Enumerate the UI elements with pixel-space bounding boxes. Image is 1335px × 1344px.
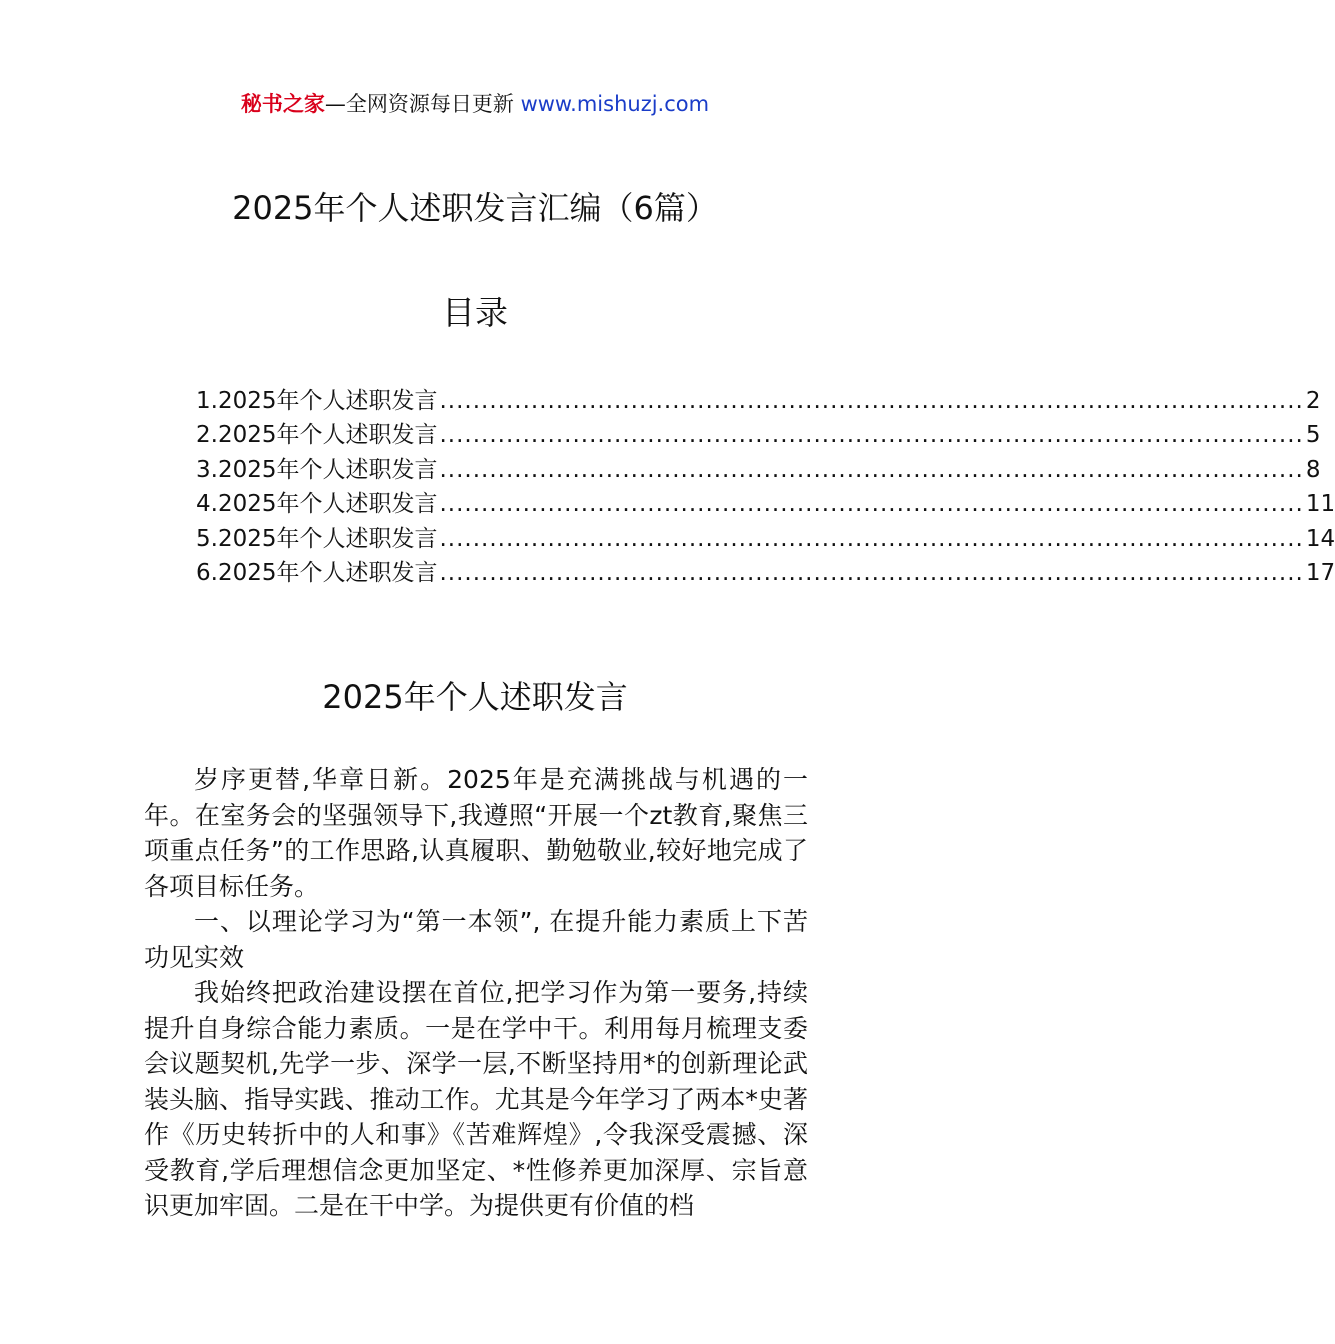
site-brand[interactable]: 秘书之家 — [240, 92, 325, 116]
toc-leader-dots: ........................................................................................................ — [439, 422, 1304, 449]
toc-leader-dots: ........................................................................................................ — [439, 491, 1304, 518]
toc-entry-page: 11 — [1305, 491, 1335, 518]
toc-entry-title: 6.2025年个人述职发言 — [196, 559, 438, 586]
document-body — [144, 762, 808, 1224]
toc-leader-dots: ........................................................................................................ — [439, 525, 1304, 552]
toc-leader-dots: ........................................................................................................ — [439, 388, 1304, 414]
site-tagline: —全网资源每日更新 — [324, 92, 521, 116]
toc-heading: 目录 — [442, 293, 508, 332]
toc-entry-page: 5 — [1305, 422, 1321, 449]
toc-entry-page: 14 — [1305, 525, 1335, 552]
toc-entry-page: 17 — [1305, 559, 1335, 586]
toc-entry-title: 4.2025年个人述职发言 — [196, 491, 438, 518]
toc-entry-page: 2 — [1305, 388, 1321, 414]
toc-entry-title: 3.2025年个人述职发言 — [196, 456, 438, 483]
toc-entry-title: 1.2025年个人述职发言 — [196, 388, 438, 414]
section-title: 2025年个人述职发言 — [322, 678, 628, 716]
document-title: 2025年个人述职发言汇编（6篇） — [232, 189, 718, 227]
site-url-link[interactable]: www.mishuzj.com — [520, 92, 710, 116]
toc-entry[interactable] — [196, 556, 1335, 590]
toc-entry[interactable] — [196, 487, 1335, 521]
toc-entry-title: 5.2025年个人述职发言 — [196, 525, 438, 552]
toc-entry[interactable] — [196, 418, 1321, 452]
toc-entry[interactable] — [196, 384, 1321, 418]
toc-entry-title: 2.2025年个人述职发言 — [196, 422, 438, 449]
site-header — [0, 88, 950, 120]
toc-entry-page: 8 — [1305, 456, 1321, 483]
body-heading: 一、以理论学习为“第一本领”, 在提升能力素质上下苦功见实效 — [144, 907, 808, 972]
toc-entry[interactable] — [196, 522, 1335, 556]
body-paragraph: 岁序更替,华章日新。2025年是充满挑战与机遇的一年。在室务会的坚强领导下,我遵照“开展一个zt教育,聚焦三项重点任务”的工作思路,认真履职、勤勉敬业,较好地完成了各项目标任务。 — [144, 765, 808, 901]
toc-leader-dots: ........................................................................................................ — [439, 456, 1304, 483]
toc-entry[interactable] — [196, 453, 1321, 487]
body-paragraph: 我始终把政治建设摆在首位,把学习作为第一要务,持续提升自身综合能力素质。一是在学中干。利用每月梳理支委会议题契机,先学一步、深学一层,不断坚持用*的创新理论武装头脑、指导实践、推动工作。尤其是今年学习了两本*史著作《历史转折中的人和事》《苦难辉煌》,令我深受震撼、深受教育,学后理想信念更加坚定、*性修养更加深厚、宗旨意识更加牢固。二是在干中学。为提供更有价值的档 — [144, 978, 808, 1220]
toc-leader-dots: ........................................................................................................ — [439, 559, 1304, 586]
table-of-contents — [196, 384, 1335, 590]
